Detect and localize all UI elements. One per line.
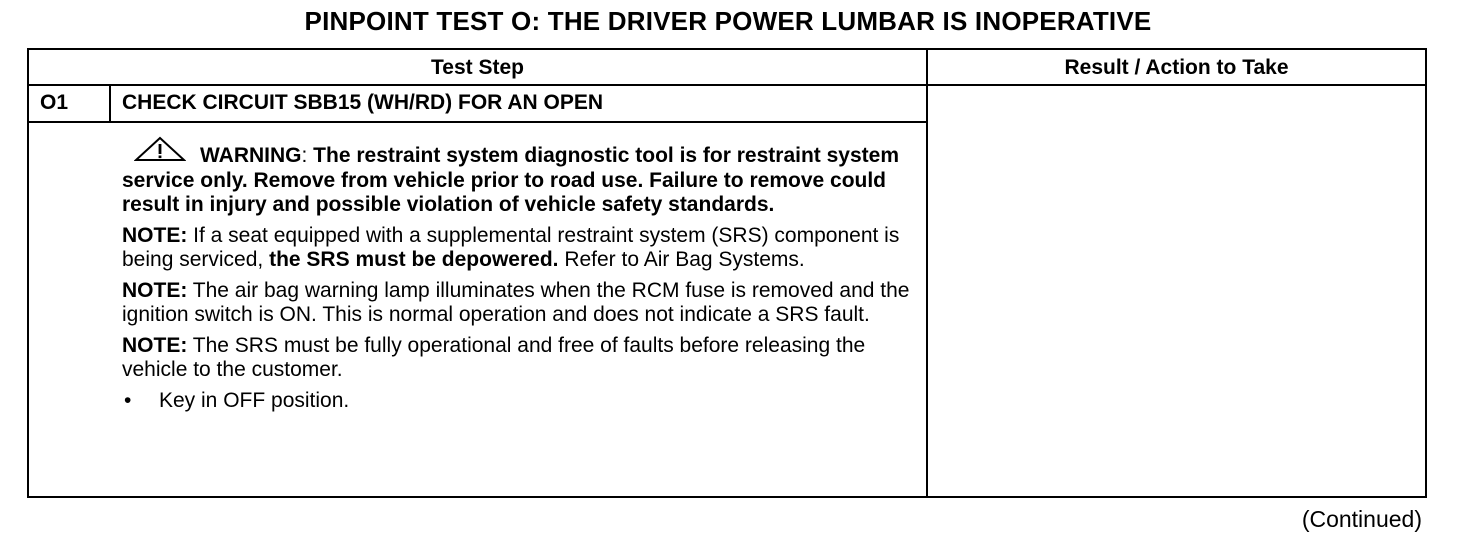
bullet-icon: • — [124, 388, 132, 412]
note-2 — [122, 279, 912, 328]
warning-separator: : — [301, 144, 314, 167]
note-text: The SRS must be fully operational and free of faults before releasing the vehicle to the customer. — [122, 333, 866, 381]
step-title: CHECK CIRCUIT SBB15 (WH/RD) FOR AN OPEN — [122, 91, 604, 114]
step-title-divider — [27, 121, 928, 123]
note-bold-text: the SRS must be depowered. — [269, 248, 559, 271]
header-test-step: Test Step — [431, 56, 524, 79]
list-item — [122, 389, 912, 414]
header-divider — [27, 84, 1427, 86]
note-label: NOTE: — [122, 278, 188, 302]
warning-triangle-icon — [134, 136, 186, 162]
note-text: If a seat equipped with a supplemental restraint system (SRS) component is being serviced, — [122, 223, 900, 271]
warning-label: WARNING — [200, 144, 302, 167]
step-id-divider — [109, 84, 111, 123]
note-1 — [122, 224, 912, 273]
note-label: NOTE: — [122, 223, 188, 247]
note-text: The air bag warning lamp illuminates when the RCM fuse is removed and the ignition switch is ON. This is normal operation and does not indicate a SRS fault. — [122, 278, 910, 326]
page-title: PINPOINT TEST O: THE DRIVER POWER LUMBAR IS INOPERATIVE — [304, 6, 1152, 36]
step-body — [122, 136, 912, 413]
step-id: O1 — [40, 91, 69, 114]
continued-label: (Continued) — [1301, 506, 1422, 532]
warning-block — [122, 136, 912, 218]
note-text-after: Refer to Air Bag Systems. — [558, 248, 805, 271]
header-result-action: Result / Action to Take — [1064, 56, 1289, 79]
note-label: NOTE: — [122, 333, 188, 357]
warning-text: The restraint system diagnostic tool is for restraint system service only. Remove from vehicle prior to road use. Failure to remove could result in injury and possible violation of vehicle safety standards. — [122, 144, 900, 216]
bullet-text: Key in OFF position. — [159, 388, 350, 412]
note-3 — [122, 334, 912, 383]
column-divider — [926, 48, 928, 498]
